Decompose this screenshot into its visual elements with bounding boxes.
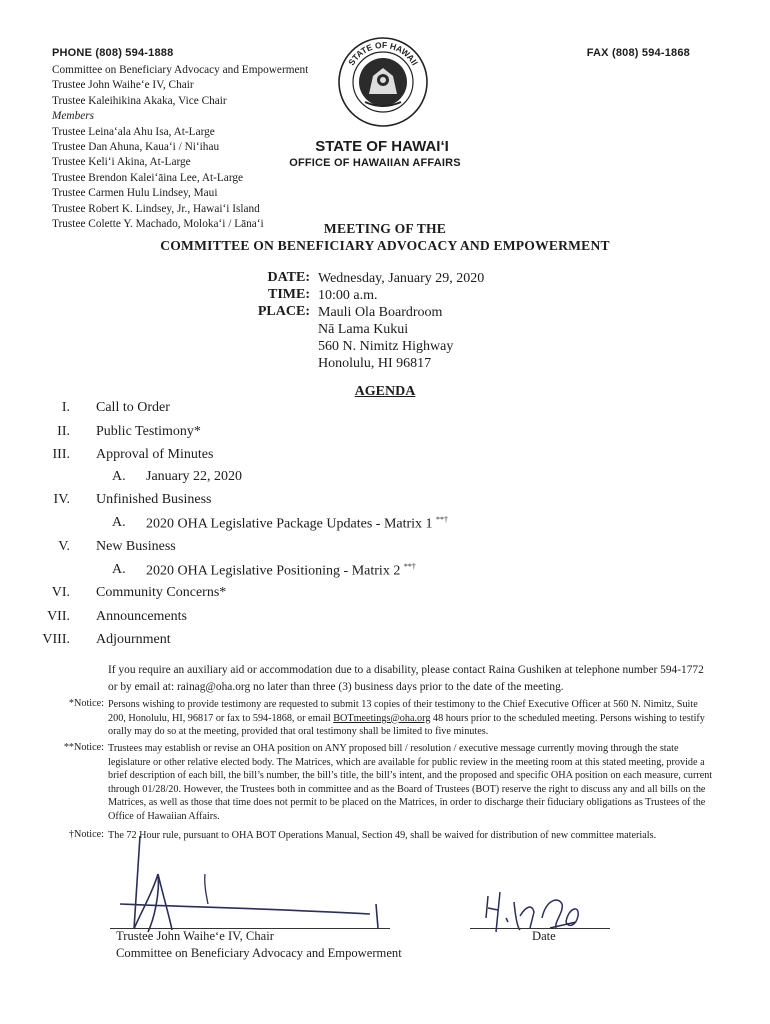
agenda-item: Approval of Minutes [96, 447, 214, 462]
agenda-number: IV. [53, 492, 70, 507]
agenda-number: VI. [51, 585, 70, 600]
agenda-item: Unfinished Business [96, 492, 212, 507]
member-line: Trustee Leina‘ala Ahu Isa, At-Large [52, 125, 215, 138]
agenda-sub-text: 2020 OHA Legislative Package Updates - Matrix 1 [146, 516, 433, 532]
committee-members-list [52, 63, 308, 232]
time-value: 10:00 a.m. [318, 288, 378, 303]
agenda-sub-text: 2020 OHA Legislative Positioning - Matrix 2 [146, 563, 401, 579]
member-line: Trustee John Waihe‘e IV, Chair [52, 79, 194, 92]
date-value: Wednesday, January 29, 2020 [318, 271, 485, 286]
notice-label: *Notice: [68, 698, 104, 709]
state-heading: STATE OF HAWAI‘I [315, 138, 449, 155]
place-address [318, 304, 453, 372]
member-line: Trustee Carmen Hulu Lindsey, Maui [52, 187, 218, 200]
agenda-sub-text: January 22, 2020 [146, 469, 243, 484]
hour-rule-notice: The 72 Hour rule, pursuant to OHA BOT Operations Manual, Section 49, shall be waived for distribution of new committee materials. [108, 830, 657, 841]
footnote-mark: **† [436, 515, 449, 524]
place-line: 560 N. Nimitz Highway [318, 339, 454, 354]
agenda-number: I. [61, 400, 70, 415]
agenda-number: VIII. [42, 632, 70, 647]
office-heading: OFFICE OF HAWAIIAN AFFAIRS [289, 157, 461, 169]
place-line: Mauli Ola Boardroom [318, 305, 443, 320]
member-line: Trustee Colette Y. Machado, Moloka‘i / Lāna‘i [52, 218, 264, 231]
member-line: Trustee Brendon Kalei‘āina Lee, At-Large [52, 171, 244, 184]
state-seal-logo [337, 36, 429, 128]
agenda-item: Public Testimony* [96, 424, 201, 439]
member-line: Trustee Kaleihikina Akaka, Vice Chair [52, 94, 227, 107]
agenda-sub-letter: A. [112, 469, 126, 484]
meeting-title-line2: COMMITTEE ON BENEFICIARY ADVOCACY AND EMPOWERMENT [160, 238, 610, 253]
email-link[interactable]: BOTmeetings@oha.org [333, 712, 431, 724]
agenda-sub-item [146, 515, 448, 533]
place-label: PLACE: [257, 304, 310, 319]
agenda-heading: AGENDA [354, 384, 416, 399]
place-line: Honolulu, HI 96817 [318, 356, 432, 371]
agenda-sub-letter: A. [112, 515, 126, 530]
phone-number: PHONE (808) 594-1888 [52, 47, 174, 59]
svg-text:STATE OF HAWAII: STATE OF HAWAII [346, 39, 420, 68]
agenda-number: V. [58, 539, 70, 554]
agenda-item: Adjournment [96, 632, 171, 647]
chair-name: Trustee John Waihe‘e IV, Chair [116, 929, 274, 943]
notice-text: 48 hours prior to the scheduled meeting. Persons wishing to testify orally may do so at the meeting, provided that oral testimony shall be limited to five minutes. [108, 712, 705, 738]
member-line: Members [52, 110, 95, 123]
time-label: TIME: [268, 287, 310, 302]
committee-name: Committee on Beneficiary Advocacy and Empowerment [116, 946, 402, 960]
agenda-number: II. [57, 424, 70, 439]
fax-number: FAX (808) 594-1868 [586, 47, 690, 59]
agenda-item: Call to Order [96, 400, 170, 415]
date-label: DATE: [267, 270, 310, 285]
agenda-sub-letter: A. [112, 562, 126, 577]
meeting-title-line1: MEETING OF THE [323, 221, 447, 236]
agenda-number: VII. [47, 609, 70, 624]
agenda-item: New Business [96, 539, 176, 554]
place-line: Nā Lama Kukui [318, 322, 409, 337]
member-line: Trustee Dan Ahuna, Kaua‘i / Ni‘ihau [52, 141, 220, 154]
notice-text: Persons wishing to provide testimony are requested to submit 13 copies of their testimony to the Chief Executive Officer at 560 N. Nimitz, Suite 200, Honolulu, HI, 96817 or fax to 594-1868, or email [108, 699, 698, 724]
matrices-notice: Trustees may establish or revise an OHA position on ANY proposed bill / resolution / executive message currently moving through the state legislature or other relative elected body. The Matrices, which are available for public review in the meeting room at this stated meeting, provide a brief description of each bill, the bill’s number, the bill’s title, the bill’s intent, and the proposed and specific OHA position on each measure, current through 01/28/20. However, the Trustees both in committee and as the Board of Trustees (BOT) reserve the right to discuss any and all bills on the Matrices, as well as those that time does not permit to be placed on the Matrices, in order to discharge their fiduciary obligations as Trustees of the Office of Hawaiian Affairs. [108, 743, 713, 822]
member-line: Trustee Keli‘i Akina, At-Large [52, 156, 191, 169]
accommodation-notice: If you require an auxiliary aid or accommodation due to a disability, please contact Raina Gushiken at telephone number 594-1772 or by email at: rainag@oha.org no later than three (3) business days prior to the date of the meeting. [108, 664, 704, 693]
agenda-sub-item [146, 469, 242, 485]
member-line: Trustee Robert K. Lindsey, Jr., Hawai‘i Island [52, 202, 260, 215]
notice-label: **Notice: [63, 742, 104, 753]
agenda-item: Community Concerns* [96, 585, 227, 600]
agenda-item: Announcements [96, 609, 187, 624]
chair-signature [100, 834, 400, 934]
agenda-sub-item [146, 562, 416, 580]
footnote-mark: **† [403, 562, 416, 571]
agenda-number: III. [52, 447, 70, 462]
date-label: Date [532, 929, 556, 943]
testimony-notice [108, 698, 718, 739]
notice-label: †Notice: [68, 829, 104, 840]
member-line: Committee on Beneficiary Advocacy and Empowerment [52, 64, 309, 76]
